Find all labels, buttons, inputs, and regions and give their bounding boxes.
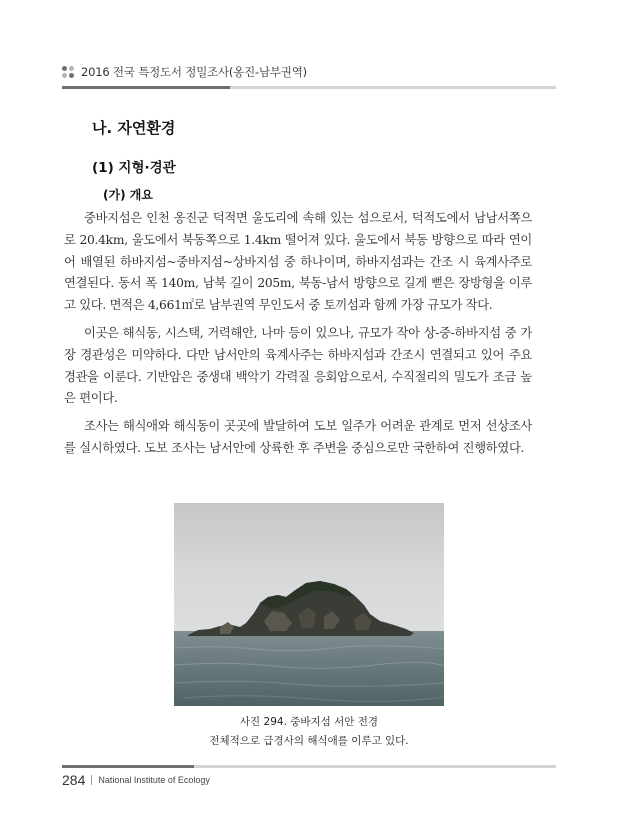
- header-row: [62, 62, 556, 82]
- caption-title: 사진 294. 중바지섬 서안 전경: [239, 716, 379, 728]
- caption-description: 전체적으로 급경사의 해식애를 이루고 있다.: [209, 735, 409, 747]
- paragraph: 조사는 해식애와 해식동이 곳곳에 발달하여 도보 일주가 어려운 관계로 먼저 선상조사를 실시하였다. 도보 조사는 남서안에 상륙한 후 주변을 중심으로만 국한하여 진행하였다.: [64, 419, 532, 455]
- subsection-heading: (1) 지형·경관: [92, 160, 176, 176]
- running-header: [62, 62, 556, 89]
- footer-rule: [62, 765, 556, 768]
- footer-separator: [91, 775, 92, 785]
- paragraph: 이곳은 해식동, 시스택, 거력해안, 나마 등이 있으나, 규모가 작아 상-중-하바지섬 중 가장 경관성은 미약하다. 다만 남서안의 육계사주는 하바지섬과 간조시 연결되고 있어 주요 경관을 이룬다. 기반암은 중생대 백악기 각력질 응회암으로서, 수직절리의 밀도가 조금 높은 편이다.: [64, 325, 532, 406]
- page-footer: [62, 765, 556, 788]
- body-text: [64, 208, 532, 466]
- sub-subsection-heading: (가) 개요: [103, 188, 153, 202]
- footer-row: [62, 772, 556, 788]
- paragraph: 중바지섬은 인천 옹진군 덕적면 울도리에 속해 있는 섬으로서, 덕적도에서 남남서쪽으로 20.4km, 울도에서 북동쪽으로 1.4km 떨어져 있다. 울도에서 북동 방향으로 따라 연이어 배열된 하바지섬~중바지섬~상바지섬 중 하나이며, 하바지섬과는 간조 시 육계사주로 연결된다. 동서 폭 140m, 남북 길이 205m, 북동-남서 방향으로 길게 뻗은 장방형을 이루고 있다. 면적은 4,661㎡로 남부권역 무인도서 중 토끼섬과 함께 가장 규모가 작다.: [64, 211, 532, 313]
- header-dots-icon: [62, 66, 74, 78]
- institute-name: National Institute of Ecology: [98, 775, 210, 785]
- header-rule: [62, 86, 556, 89]
- section-heading: 나. 자연환경: [92, 119, 176, 137]
- header-title: 2016 전국 특정도서 정밀조사(옹진-남부권역): [81, 65, 307, 79]
- island-photo: [174, 503, 444, 706]
- page-number: 284: [62, 772, 86, 788]
- figure-caption: [150, 713, 468, 751]
